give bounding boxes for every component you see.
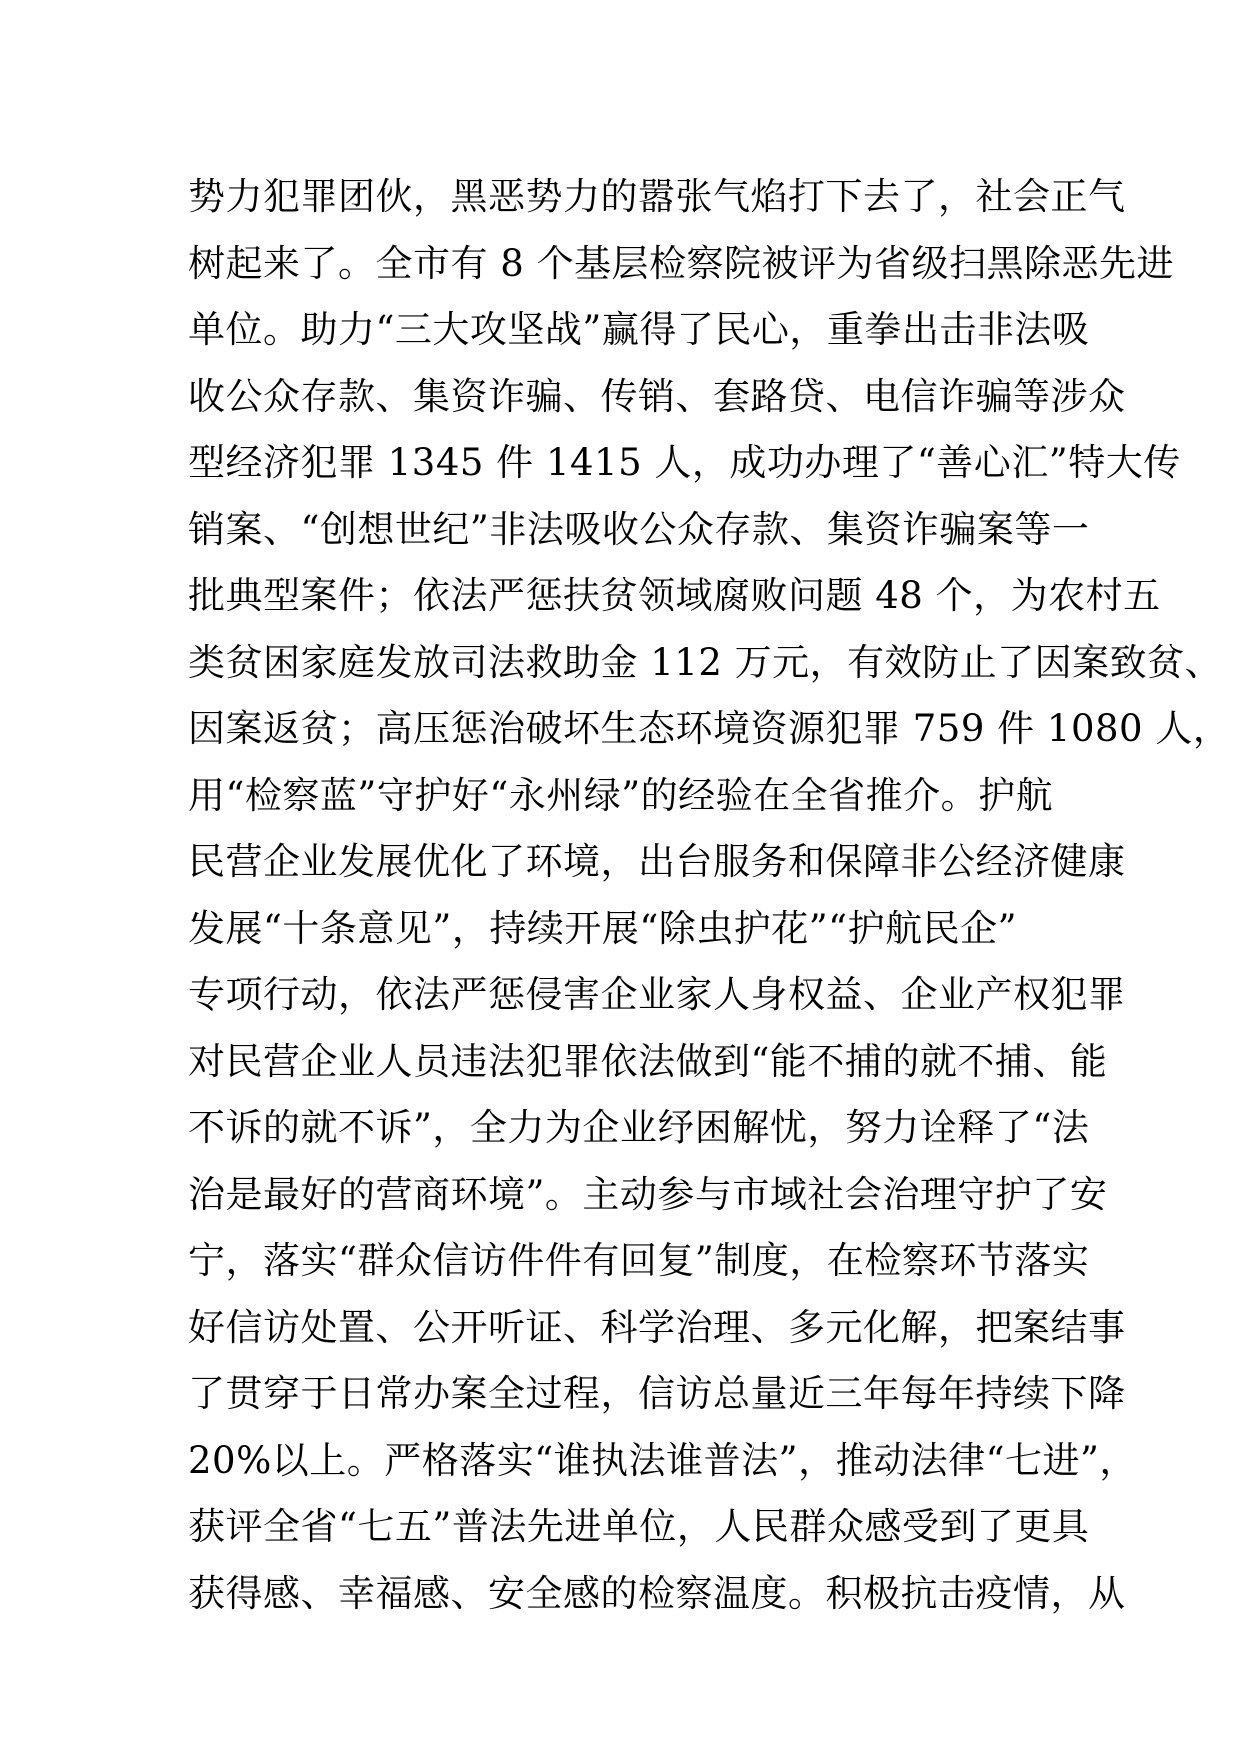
- text-line: 收公众存款、集资诈骗、传销、套路贷、电信诈骗等涉众: [188, 374, 1126, 418]
- text-line: 用“检察蓝”守护好“永州绿”的经验在全省推介。护航: [188, 773, 1054, 817]
- text-line: 了贯穿于日常办案全过程，信访总量近三年每年持续下降: [188, 1372, 1126, 1415]
- text-line: 发展“十条意见”，持续开展“除虫护花”“护航民企”: [188, 906, 1017, 950]
- text-line: 专项行动，依法严惩侵害企业家人身权益、企业产权犯罪: [188, 973, 1126, 1016]
- body-text: [188, 164, 1231, 1627]
- text-line: 好信访处置、公开听证、科学治理、多元化解，把案结事: [188, 1305, 1126, 1349]
- text-line: 20%以上。严格落实“谁执法谁普法”，推动法律“七进”，: [188, 1438, 1137, 1482]
- text-line: 批典型案件；依法严惩扶贫领域腐败问题 48 个，为农村五: [188, 574, 1161, 617]
- text-line: 对民营企业人员违法犯罪依法做到“能不捕的就不捕、能: [188, 1039, 1108, 1083]
- text-line: 型经济犯罪 1345 件 1415 人，成功办理了“善心汇”特大传: [188, 441, 1181, 484]
- text-line: 树起来了。全市有 8 个基层检察院被评为省级扫黑除恶先进: [188, 241, 1175, 285]
- text-line: 民营企业发展优化了环境，出台服务和保障非公经济健康: [188, 840, 1126, 883]
- text-line: 势力犯罪团伙，黑恶势力的嚣张气焰打下去了，社会正气: [188, 175, 1126, 218]
- text-line: 获评全省“七五”普法先进单位，人民群众感受到了更具: [188, 1505, 1090, 1548]
- text-line: 获得感、幸福感、安全感的检察温度。积极抗击疫情，从: [188, 1571, 1126, 1615]
- text-line: 治是最好的营商环境”。主动参与市域社会治理守护了安: [188, 1172, 1108, 1216]
- text-line: 销案、“创想世纪”非法吸收公众存款、集资诈骗案等一: [188, 507, 1090, 551]
- text-line: 宁，落实“群众信访件件有回复”制度，在检察环节落实: [188, 1239, 1090, 1282]
- text-line: 单位。助力“三大攻坚战”赢得了民心，重拳出击非法吸: [188, 308, 1090, 351]
- text-line: 因案返贫；高压惩治破坏生态环境资源犯罪 759 件 1080 人，: [188, 707, 1231, 750]
- text-line: 不诉的就不诉”，全力为企业纾困解忧，努力诠释了“法: [188, 1106, 1090, 1149]
- text-line: 类贫困家庭发放司法救助金 112 万元，有效防止了因案致贫、: [188, 640, 1223, 684]
